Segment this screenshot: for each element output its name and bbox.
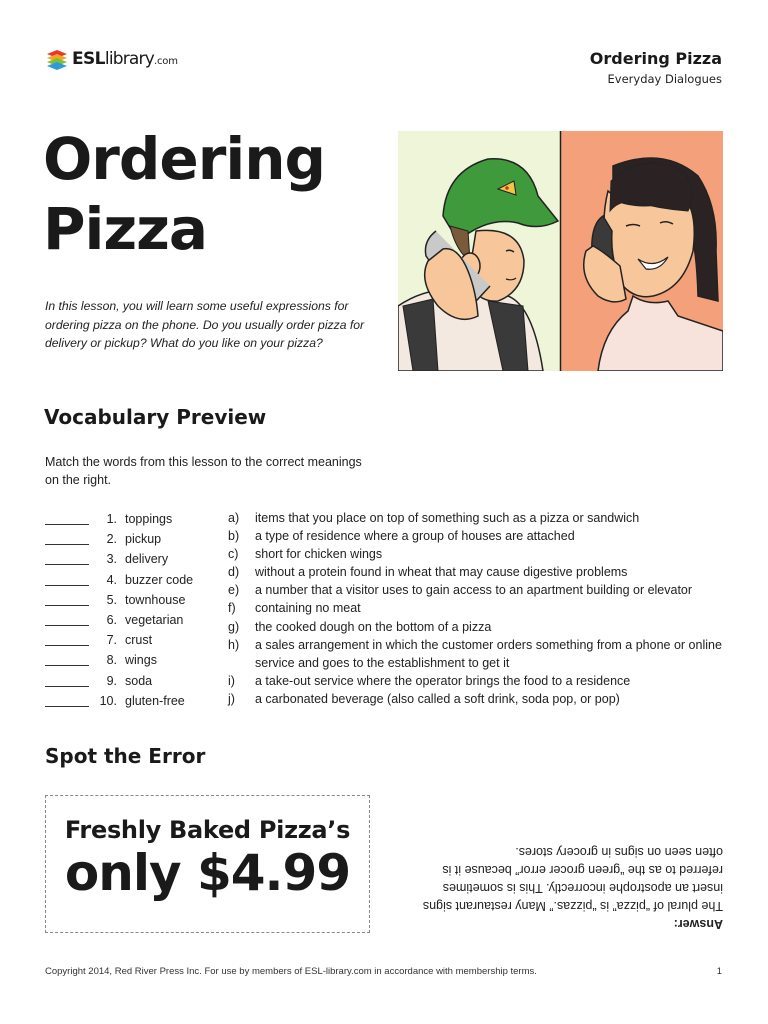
word-text: gluten-free (125, 693, 185, 708)
word-text: toppings (125, 512, 173, 527)
word-number: 9. (106, 673, 117, 688)
page-title-line-2: Pizza (43, 195, 208, 263)
word-row (45, 590, 225, 610)
definition-text: without a protein found in wheat that may cause digestive problems (255, 565, 628, 580)
pizza-sign-line-1: Freshly Baked Pizza’s (64, 816, 351, 844)
definition-letter: g) (228, 619, 240, 634)
word-number: 7. (106, 633, 117, 648)
definition-row (228, 581, 728, 599)
logo-brand-light: library (104, 49, 154, 69)
definition-letter: h) (228, 637, 240, 652)
vocabulary-definition-list (228, 509, 728, 708)
logo-text (72, 49, 178, 69)
definition-text: containing no meat (255, 601, 361, 616)
word-text: delivery (125, 552, 169, 567)
word-row (45, 671, 225, 691)
intro-text: In this lesson, you will learn some useful expressions for ordering pizza on the phone. Do you usually order pizza for delivery or pickup? What do you like on your pizza? (45, 299, 365, 350)
page-number: 1 (716, 966, 722, 977)
word-text: vegetarian (125, 613, 184, 628)
definition-row (228, 690, 728, 708)
word-text: buzzer code (125, 572, 194, 587)
word-number: 4. (106, 572, 117, 587)
pizza-sign-box (45, 795, 370, 933)
copyright-footer: Copyright 2014, Red River Press Inc. For use by members of ESL-library.com in accordance with membership terms. (45, 966, 537, 977)
word-number: 3. (106, 552, 117, 567)
word-row (45, 570, 225, 590)
definition-row (228, 509, 728, 527)
page-title-line-1: Ordering (43, 125, 326, 193)
pizza-sign-price: only $4.99 (64, 844, 351, 902)
word-row (45, 509, 225, 529)
definition-row (228, 636, 728, 672)
answer-blank[interactable] (45, 574, 89, 586)
definition-row (228, 672, 728, 690)
definition-letter: f) (228, 601, 236, 616)
definition-letter: j) (228, 691, 235, 706)
definition-text: items that you place on top of something such as a pizza or sandwich (255, 511, 640, 525)
word-text: soda (125, 673, 153, 688)
definition-letter: c) (228, 547, 239, 562)
answer-blank[interactable] (45, 533, 89, 545)
definition-text: a sales arrangement in which the customer orders something from a phone or online service and goes to the establishment to get it (255, 637, 722, 670)
definition-row (228, 545, 728, 563)
answer-blank[interactable] (45, 675, 89, 687)
vocabulary-instructions: Match the words from this lesson to the correct meanings on the right. (45, 455, 362, 487)
definition-letter: i) (228, 673, 235, 688)
answer-text: The plural of “pizza” is “pizzas.” Many restaurant signs insert an apostrophe incorrectly. This is sometimes referred to as the “green grocer error” because it is often seen on signs in grocery stores. (422, 845, 723, 913)
logo (45, 46, 178, 72)
page-header (590, 49, 722, 86)
answer-blank[interactable] (45, 553, 89, 565)
definition-letter: b) (228, 529, 240, 544)
answer-blank[interactable] (45, 614, 89, 626)
logo-brand-suffix: .com (154, 56, 178, 67)
header-subtitle: Everyday Dialogues (607, 72, 722, 86)
header-title: Ordering Pizza (589, 49, 722, 68)
definition-row (228, 563, 728, 581)
definition-row (228, 599, 728, 617)
word-text: crust (125, 633, 153, 648)
word-row (45, 691, 225, 711)
word-number: 1. (106, 512, 117, 527)
definition-letter: d) (228, 565, 240, 580)
definition-text: a number that a visitor uses to gain access to an apartment building or elevator (255, 583, 693, 598)
word-row (45, 549, 225, 569)
word-text: pickup (125, 532, 162, 547)
answer-blank[interactable] (45, 594, 89, 606)
logo-brand-bold: ESL (72, 49, 105, 69)
definition-letter: a) (228, 511, 240, 525)
vocabulary-word-list (45, 509, 225, 711)
word-row (45, 529, 225, 549)
answer-blank[interactable] (45, 654, 89, 666)
definition-text: the cooked dough on the bottom of a pizza (255, 619, 492, 634)
word-number: 8. (106, 653, 117, 668)
definition-row (228, 618, 728, 636)
word-row (45, 630, 225, 650)
definition-text: a type of residence where a group of houses are attached (255, 529, 575, 544)
word-number: 10. (99, 693, 117, 708)
logo-stack-icon (45, 47, 69, 71)
definition-row (228, 527, 728, 545)
definition-letter: e) (228, 583, 240, 598)
answer-blank[interactable] (45, 695, 89, 707)
word-number: 6. (106, 613, 117, 628)
spot-error-heading: Spot the Error (45, 744, 206, 768)
answer-blank[interactable] (45, 513, 89, 525)
word-number: 2. (106, 532, 117, 547)
word-text: townhouse (125, 592, 186, 607)
answer-blank[interactable] (45, 634, 89, 646)
page-title (43, 124, 325, 264)
vocabulary-heading: Vocabulary Preview (44, 405, 267, 429)
word-row (45, 650, 225, 670)
upside-down-answer (420, 843, 723, 933)
definition-text: a carbonated beverage (also called a soft drink, soda pop, or pop) (255, 691, 620, 706)
phone-call-illustration (398, 131, 723, 371)
word-text: wings (125, 653, 157, 668)
word-row (45, 610, 225, 630)
word-number: 5. (106, 592, 117, 607)
answer-label: Answer: (673, 917, 723, 931)
definition-text: short for chicken wings (255, 547, 383, 562)
definition-text: a take-out service where the operator brings the food to a residence (255, 673, 631, 688)
